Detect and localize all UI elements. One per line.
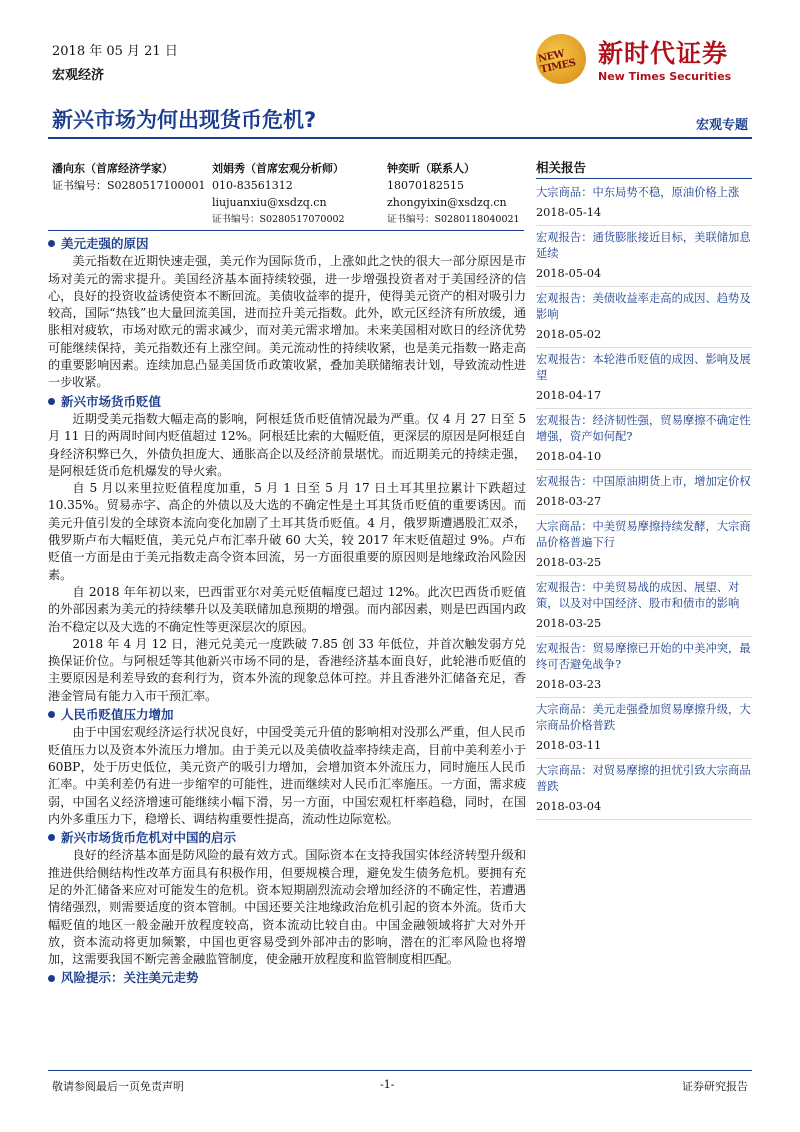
report-category: 宏观经济 bbox=[52, 68, 105, 83]
paragraph: 由于中国宏观经济运行状况良好，中国受美元升值的影响相对没那么严重，但人民币贬值压力以及资本外流压力增加。由于美元以及美债收益率持续走高，目前中美利差小于 60BP，处于历史低位，美元资产的吸引力增加，会增加资本外流压力，同时施压人民币汇率。中美利差仍有进一步缩窄的可能性，进而继续对人民币汇率施压。一方面，需求疲弱，中国名义经济增速可能继续小幅下滑，另一方面，中国宏观杠杆率趋稳，同时，在国内外多重压力下，稳增长、调结构重要性提高，流动性边际宽松。 bbox=[48, 725, 526, 826]
footer-divider bbox=[48, 1070, 752, 1071]
related-report-date: 2018-03-25 bbox=[536, 555, 752, 576]
author-email[interactable]: liujuanxiu@xsdzq.cn bbox=[212, 196, 327, 209]
related-report-date: 2018-04-17 bbox=[536, 388, 752, 409]
related-report-date: 2018-03-23 bbox=[536, 677, 752, 698]
report-tag: 宏观专题 bbox=[695, 118, 748, 133]
related-report-date: 2018-04-10 bbox=[536, 449, 752, 470]
related-report-title[interactable]: 大宗商品：中美贸易摩擦持续发酵，大宗商品价格普遍下行 bbox=[536, 520, 751, 549]
related-report-title[interactable]: 宏观报告：贸易摩擦已开始的中美冲突，最终可否避免战争? bbox=[536, 642, 751, 671]
related-report-date: 2018-03-27 bbox=[536, 494, 752, 515]
related-report-title[interactable]: 宏观报告：经济韧性强，贸易摩擦不确定性增强，资产如何配? bbox=[536, 414, 751, 443]
author-name: 潘向东（首席经济学家） bbox=[52, 162, 173, 175]
author-1 bbox=[52, 160, 206, 194]
related-report-date: 2018-03-11 bbox=[536, 738, 752, 759]
author-cert: 证书编号：S0280517070002 bbox=[212, 214, 345, 225]
related-report-item[interactable] bbox=[536, 185, 752, 226]
author-email[interactable]: zhongyixin@xsdzq.cn bbox=[387, 196, 507, 209]
related-report-date: 2018-05-04 bbox=[536, 266, 752, 287]
related-report-item[interactable] bbox=[536, 519, 752, 576]
section-heading: 新兴市场货币危机对中国的启示 bbox=[48, 829, 526, 846]
bullet-icon bbox=[48, 834, 55, 841]
related-report-title[interactable]: 大宗商品：美元走强叠加贸易摩擦升级，大宗商品价格普跌 bbox=[536, 703, 751, 732]
section-1 bbox=[48, 235, 526, 392]
author-phone: 010-83561312 bbox=[212, 179, 293, 192]
author-3 bbox=[387, 160, 520, 228]
paragraph: 自 2018 年年初以来，巴西雷亚尔对美元贬值幅度已超过 12%。此次巴西货币贬值的外部因素为美元的持续攀升以及美联储加息预期的增强。而内部因素，则是巴西国内政治不稳定以及大选的不确定性等更深层次的原因。 bbox=[48, 584, 526, 634]
related-report-date: 2018-03-04 bbox=[536, 799, 752, 820]
section-3 bbox=[48, 706, 526, 828]
section-5 bbox=[48, 969, 526, 986]
footer-disclaimer: 敬请参阅最后一页免责声明 bbox=[52, 1080, 184, 1093]
section-heading: 美元走强的原因 bbox=[48, 235, 526, 252]
related-report-item[interactable] bbox=[536, 352, 752, 409]
page-number: -1- bbox=[380, 1078, 395, 1091]
paragraph: 良好的经济基本面是防风险的最有效方式。国际资本在支持我国实体经济转型升级和推进供给侧结构性改革方面具有积极作用，但要规模合理，避免发生债务危机。要拥有充足的外汇储备来应对可能发生的危机。资本短期剧烈流动会增加经济的不确定性，若遭遇情绪强烈，则需要适度的资本管制。中国还要关注地缘政治危机引起的资本外流。货币大幅贬值的地区一般金融开放程度较高，资本流动比较自由。中国金融领域将扩大对外开放，资本流动将更加频繁，中国也更容易受到外部冲击的影响，潜在的汇率风险也将增加，这需要我国不断完善金融监管制度，使金融开放程度和监管制度相匹配。 bbox=[48, 848, 526, 967]
related-report-item[interactable] bbox=[536, 413, 752, 470]
related-report-date: 2018-03-25 bbox=[536, 616, 752, 637]
related-report-item[interactable] bbox=[536, 641, 752, 698]
section-heading: 新兴市场货币贬值 bbox=[48, 393, 526, 410]
author-2 bbox=[212, 160, 345, 228]
bullet-icon bbox=[48, 240, 55, 247]
related-report-title[interactable]: 宏观报告：中国原油期货上市，增加定价权 bbox=[536, 475, 751, 488]
author-cert: 证书编号：S0280517100001 bbox=[52, 179, 206, 192]
related-report-item[interactable] bbox=[536, 230, 752, 287]
section-2 bbox=[48, 393, 526, 705]
footer-report-type: 证券研究报告 bbox=[682, 1080, 748, 1093]
sidebar-heading: 相关报告 bbox=[536, 160, 752, 179]
related-report-date: 2018-05-14 bbox=[536, 205, 752, 226]
company-logo bbox=[536, 30, 766, 92]
report-date: 2018 年 05 月 21 日 bbox=[52, 44, 178, 59]
section-heading: 人民币贬值压力增加 bbox=[48, 706, 526, 723]
related-report-title[interactable]: 宏观报告：中美贸易战的成因、展望、对策，以及对中国经济、股市和债市的影响 bbox=[536, 581, 740, 610]
bullet-icon bbox=[48, 975, 55, 982]
author-name: 钟奕昕（联系人） bbox=[387, 162, 475, 175]
related-report-item[interactable] bbox=[536, 291, 752, 348]
authors-divider bbox=[48, 230, 524, 231]
logo-mark-text: NEW TIMES bbox=[537, 48, 577, 76]
paragraph: 自 5 月以来里拉贬值程度加重，5 月 1 日至 5 月 17 日土耳其里拉累计下跌超过 10.35%。贸易赤字、高企的外债以及大选的不确定性是土耳其货币贬值的重要诱因。而美元升值引发的全球资本流向变化加剧了土耳其货币贬值。4 月，俄罗斯遭遇股汇双杀，俄罗斯卢布大幅贬值，美元兑卢布汇率升破 60 大关，较 2017 年末贬值超过 9%。卢布贬值一方面是由于美元指数走高令资本回流，另一方面很重要的原因则是地缘政治风险因素。 bbox=[48, 481, 526, 582]
related-report-item[interactable] bbox=[536, 702, 752, 759]
bullet-icon bbox=[48, 398, 55, 405]
main-content bbox=[48, 234, 526, 988]
paragraph: 近期受美元指数大幅走高的影响，阿根廷货币贬值情况最为严重。仅 4 月 27 日至 5 月 11 日的两周时间内贬值超过 12%。阿根廷比索的大幅贬值，更深层的原因是阿根廷自身经济积弊已久，外债负担庞大、通胀高企以及经济前景堪忧。而近期美元的持续走强，是阿根廷货币危机爆发的导火索。 bbox=[48, 411, 526, 478]
paragraph: 2018 年 4 月 12 日，港元兑美元一度跌破 7.85 创 33 年低位，并首次触发弱方兑换保证价位。与阿根廷等其他新兴市场不同的是，香港经济基本面良好，此轮港币贬值的主要原因是利差导致的套利行为，资本外流的现象总体可控。并且香港外汇储备充足，香港金管局有能力入市干预汇率。 bbox=[48, 636, 526, 703]
related-report-item[interactable] bbox=[536, 474, 752, 515]
section-4 bbox=[48, 829, 526, 968]
logo-chinese-name: 新时代证券 bbox=[598, 39, 729, 68]
section-heading: 风险提示：关注美元走势 bbox=[48, 969, 526, 986]
logo-emblem-icon bbox=[536, 34, 586, 84]
related-report-title[interactable]: 宏观报告：通货膨胀接近目标，美联储加息延续 bbox=[536, 231, 751, 260]
related-report-title[interactable]: 大宗商品：中东局势不稳，原油价格上涨 bbox=[536, 186, 740, 199]
related-report-date: 2018-05-02 bbox=[536, 327, 752, 348]
related-report-item[interactable] bbox=[536, 580, 752, 637]
header-divider bbox=[48, 137, 752, 139]
author-phone: 18070182515 bbox=[387, 179, 464, 192]
related-reports-sidebar bbox=[536, 160, 752, 824]
author-name: 刘娟秀（首席宏观分析师） bbox=[212, 162, 344, 175]
related-report-item[interactable] bbox=[536, 763, 752, 820]
paragraph: 美元指数在近期快速走强，美元作为国际货币，上涨如此之快的很大一部分原因是市场对美元的需求提升。美国经济基本面持续较强，进一步增强投资者对于美国经济的信心，良好的投资收益诱使资本不断回流。美债收益率的提升，使得美元资产的相对吸引力较高，国际“热钱”也大量回流美国，进而拉升美元指数。此外，欧元区经济有所放缓，通胀相对疲软，市场对欧元的需求减少，而对美元需求增加。未来美国相对欧日的经济优势可能继续保持，美元指数还有上涨空间。美元流动性的持续收紧，也是美元指数一路走高的重要影响因素。连续加息凸显美国货币政策收紧，叠加美联储缩表计划，导致流动性进一步收紧。 bbox=[48, 254, 526, 390]
author-cert: 证书编号：S0280118040021 bbox=[387, 214, 520, 225]
logo-english-name: New Times Securities bbox=[598, 70, 732, 83]
bullet-icon bbox=[48, 711, 55, 718]
related-report-title[interactable]: 大宗商品：对贸易摩擦的担忧引致大宗商品普跌 bbox=[536, 764, 751, 793]
report-title: 新兴市场为何出现货币危机? bbox=[52, 108, 317, 132]
related-report-title[interactable]: 宏观报告：美债收益率走高的成因、趋势及影响 bbox=[536, 292, 751, 321]
related-report-title[interactable]: 宏观报告：本轮港币贬值的成因、影响及展望 bbox=[536, 353, 751, 382]
